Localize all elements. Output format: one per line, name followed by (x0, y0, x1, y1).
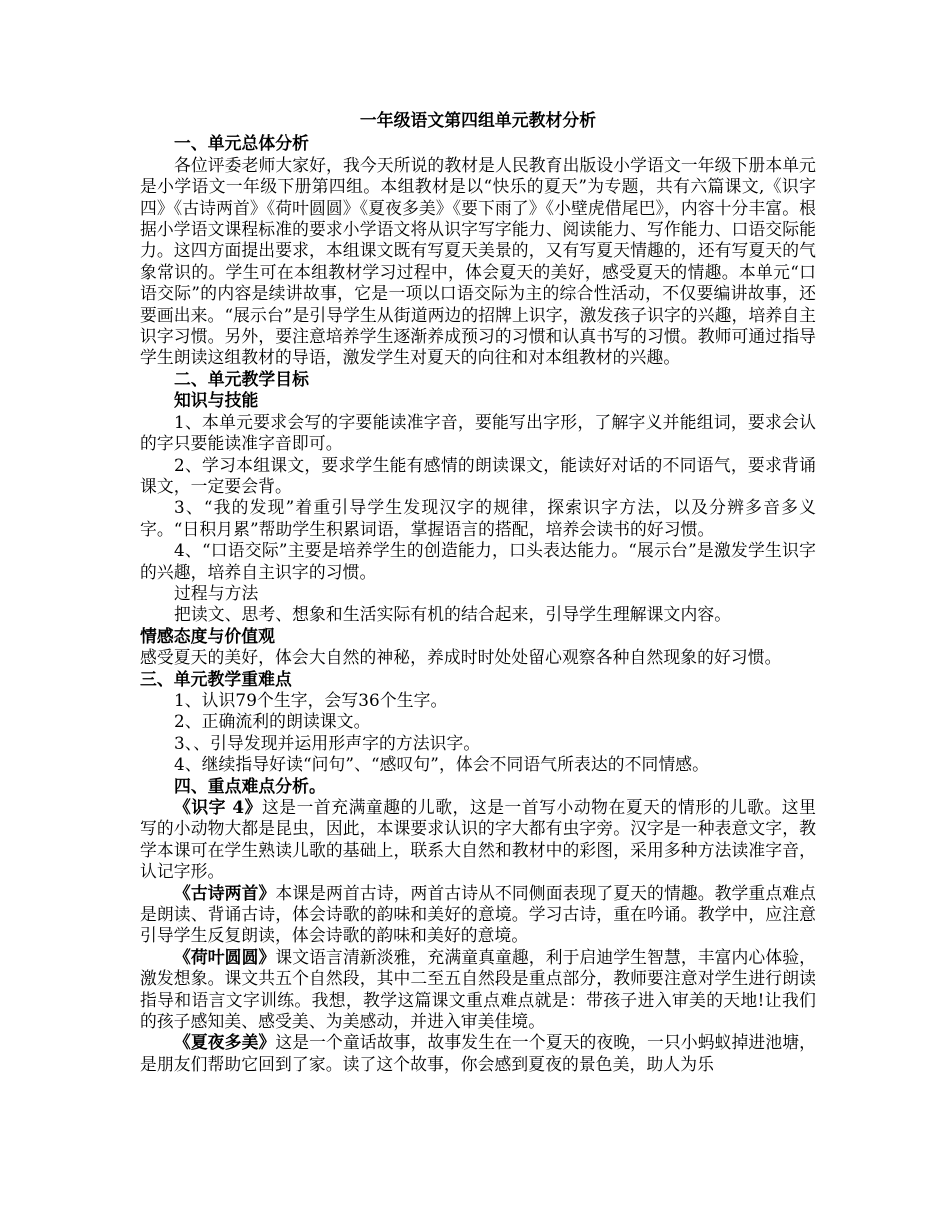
section-1-paragraph: 各位评委老师大家好，我今天所说的教材是人民教育出版设小学语文一年级下册本单元是小学语文一年级下册第四组。本组教材是以“快乐的夏天”为专题，共有六篇课文,《识字四》《古诗两首》《荷叶圆圆》《夏夜多美》《要下雨了》《小壁虎借尾巴》，内容十分丰富。根据小学语文课程标准的要求小学语文将从识字写字能力、阅读能力、写作能力、口语交际能力。这四方面提出要求，本组课文既有写夏天美景的，又有写夏天情趣的，还有写夏天的气象常识的。学生可在本组教材学习过程中，体会夏天的美好，感受夏天的情趣。本单元“口语交际”的内容是续讲故事，它是一项以口语交际为主的综合性活动，不仅要编讲故事，还要画出来。“展示台”是引导学生从街道两边的招牌上识字，激发孩子识字的兴趣，培养自主识字习惯。另外，要注意培养学生逐渐养成预习的习惯和认真书写的习惯。教师可通过指导学生朗读这组教材的导语，激发学生对夏天的向往和对本组教材的兴趣。 (140, 154, 816, 368)
analysis-4-title: 《夏夜多美》 (174, 1032, 276, 1053)
difficulty-item-2: 2、正确流利的朗读课文。 (174, 711, 371, 732)
analysis-1-title: 《识字 4》 (174, 797, 262, 817)
analysis-paragraph-2 (140, 883, 816, 947)
section-4-heading: 四、重点难点分析。 (174, 775, 326, 796)
knowledge-item-4: 4、“口语交际”主要是培养学生的创造能力，口头表达能力。“展示台”是激发学生识字的兴趣，培养自主识字的习惯。 (140, 540, 816, 582)
analysis-3-text: 课文语言清新淡雅，充满童真童趣，利于启迪学生智慧，丰富内心体验，激发想象。课文共五个自然段，其中二至五自然段是重点部分，教师要注意对学生进行朗读指导和语言文字训练。我想，教学这篇课文重点难点就是：带孩子进入审美的天地!让我们的孩子感知美、感受美、为美感动，并进入审美佳境。 (140, 946, 816, 1032)
knowledge-skills-heading: 知识与技能 (174, 390, 259, 411)
difficulty-item-3: 3、、引导发现并运用形声字的方法识字。 (174, 732, 481, 753)
process-method-heading: 过程与方法 (174, 582, 259, 603)
emotion-values-heading: 情感态度与价值观 (140, 625, 276, 646)
analysis-1-text: 这是一首充满童趣的儿歌，这是一首写小动物在夏天的情形的儿歌。这里写的小动物大都是昆虫，因此，本课要求认识的字大都有虫字旁。汉字是一种表意文字，教学本课可在学生熟读儿歌的基础上，联系大自然和教材中的彩图，采用多种方法读准字音，认记字形。 (140, 797, 817, 882)
section-3-heading: 三、单元教学重难点 (140, 668, 292, 689)
knowledge-item-1: 1、本单元要求会写的字要能读准字音，要能写出字形，了解字义并能组词，要求会认的字只要能读准字音即可。 (140, 411, 816, 454)
section-1-heading: 一、单元总体分析 (174, 133, 310, 154)
analysis-4-text: 这是一个童话故事，故事发生在一个夏天的夜晚，一只小蚂蚁掉进池塘，是朋友们帮助它回到了家。读了这个故事，你会感到夏夜的景色美，助人为乐 (140, 1032, 816, 1074)
analysis-2-text: 本课是两首古诗，两首古诗从不同侧面表现了夏天的情趣。教学重点难点是朗读、背诵古诗，体会诗歌的韵味和美好的意境。学习古诗，重在吟诵。教学中，应注意引导学生反复朗读，体会诗歌的韵味和美好的意境。 (140, 882, 816, 946)
analysis-paragraph-4 (140, 1032, 816, 1075)
analysis-paragraph-3 (140, 947, 816, 1033)
document-title: 一年级语文第四组单元教材分析 (359, 110, 597, 130)
knowledge-item-3: 3、“我的发现”着重引导学生发现汉字的规律，探索识字方法，以及分辨多音多义字。“日积月累”帮助学生积累词语，掌握语言的搭配，培养会读书的好习惯。 (140, 497, 816, 539)
analysis-2-title: 《古诗两首》 (174, 882, 276, 903)
document-page (140, 110, 816, 1075)
section-2-heading: 二、单元教学目标 (174, 368, 310, 389)
analysis-3-title: 《荷叶圆圆》 (174, 946, 276, 967)
emotion-values-text: 感受夏天的美好，体会大自然的神秘，养成时时处处留心观察各种自然现象的好习惯。 (140, 647, 782, 668)
difficulty-item-4: 4、继续指导好读“问句”、“感叹句”，体会不同语气所表达的不同情感。 (174, 754, 710, 775)
knowledge-item-2: 2、学习本组课文，要求学生能有感情的朗读课文，能读好对话的不同语气，要求背诵课文，一定要会背。 (140, 454, 816, 496)
difficulty-item-1: 1、认识79个生字，会写36个生字。 (174, 689, 448, 710)
process-method-text: 把读文、思考、想象和生活实际有机的结合起来，引导学生理解课文内容。 (174, 604, 732, 625)
analysis-paragraph-1 (140, 797, 816, 883)
